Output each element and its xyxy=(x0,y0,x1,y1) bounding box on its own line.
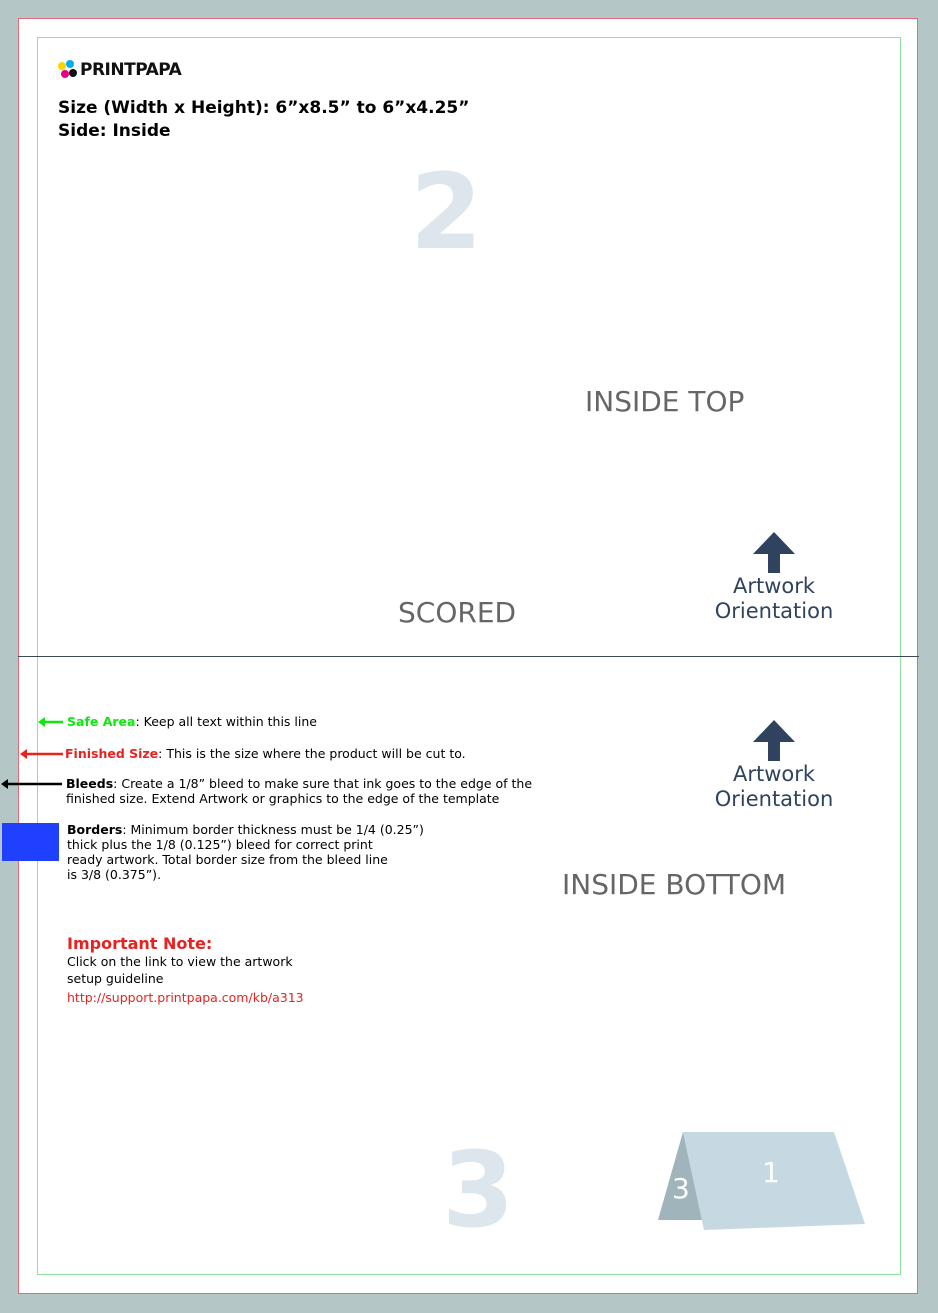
logo-dots-icon xyxy=(58,60,78,80)
legend-finished-size-term: Finished Size xyxy=(65,746,159,761)
tent-card-icon xyxy=(658,1130,868,1232)
panel-number-top: 2 xyxy=(410,151,483,273)
arrow-up-icon xyxy=(751,718,797,762)
score-line xyxy=(18,656,919,657)
printpapa-logo xyxy=(58,58,181,82)
finished-size-arrow-icon xyxy=(20,747,64,761)
legend-borders-line4: is 3/8 (0.375”). xyxy=(67,867,162,882)
inside-bottom-label: INSIDE BOTTOM xyxy=(562,868,787,901)
orientation-line1: Artwork xyxy=(732,762,816,786)
inside-top-label: INSIDE TOP xyxy=(585,385,745,418)
note-link[interactable]: http://support.printpapa.com/kb/a313 xyxy=(67,990,304,1005)
size-line: Size (Width x Height): 6”x8.5” to 6”x4.25” xyxy=(58,98,470,118)
note-title: Important Note: xyxy=(67,934,213,953)
legend-finished-size xyxy=(65,746,466,761)
legend-borders-line1: : Minimum border thickness must be 1/4 (0.25”) xyxy=(122,822,424,837)
legend-borders-term: Borders xyxy=(67,822,123,837)
legend-safe-area-text: : Keep all text within this line xyxy=(135,714,317,729)
bleeds-arrow-icon xyxy=(1,777,63,791)
important-note xyxy=(67,934,304,1006)
tent-back-label: 3 xyxy=(672,1172,690,1205)
orientation-line2: Orientation xyxy=(714,787,834,811)
artwork-orientation-bottom xyxy=(704,718,844,812)
legend-borders-line3: ready artwork. Total border size from the bleed line xyxy=(67,852,388,867)
tent-front-label: 1 xyxy=(762,1156,780,1189)
scored-label: SCORED xyxy=(398,596,517,629)
note-line2: setup guideline xyxy=(67,971,164,986)
orientation-line2: Orientation xyxy=(714,599,834,623)
border-swatch xyxy=(2,823,59,861)
legend-borders-line2: thick plus the 1/8 (0.125”) bleed for correct print xyxy=(67,837,373,852)
panel-number-bottom: 3 xyxy=(442,1129,515,1251)
arrow-up-icon xyxy=(751,530,797,574)
orientation-line1: Artwork xyxy=(732,574,816,598)
logo-text: PRINTPAPA xyxy=(80,60,182,80)
legend-safe-area-term: Safe Area xyxy=(67,714,136,729)
legend-finished-size-text: : This is the size where the product will be cut to. xyxy=(158,746,466,761)
legend-bleeds-term: Bleeds xyxy=(66,776,114,791)
safe-area-arrow-icon xyxy=(38,715,64,729)
legend-bleeds-line2: finished size. Extend Artwork or graphics to the edge of the template xyxy=(66,791,500,806)
note-line1: Click on the link to view the artwork xyxy=(67,954,293,969)
artwork-orientation-top xyxy=(704,530,844,624)
side-line: Side: Inside xyxy=(58,121,171,141)
legend-borders xyxy=(67,822,424,882)
legend-safe-area xyxy=(67,714,317,729)
legend-bleeds-line1: : Create a 1/8” bleed to make sure that ink goes to the edge of the xyxy=(113,776,533,791)
legend-bleeds xyxy=(66,776,532,806)
